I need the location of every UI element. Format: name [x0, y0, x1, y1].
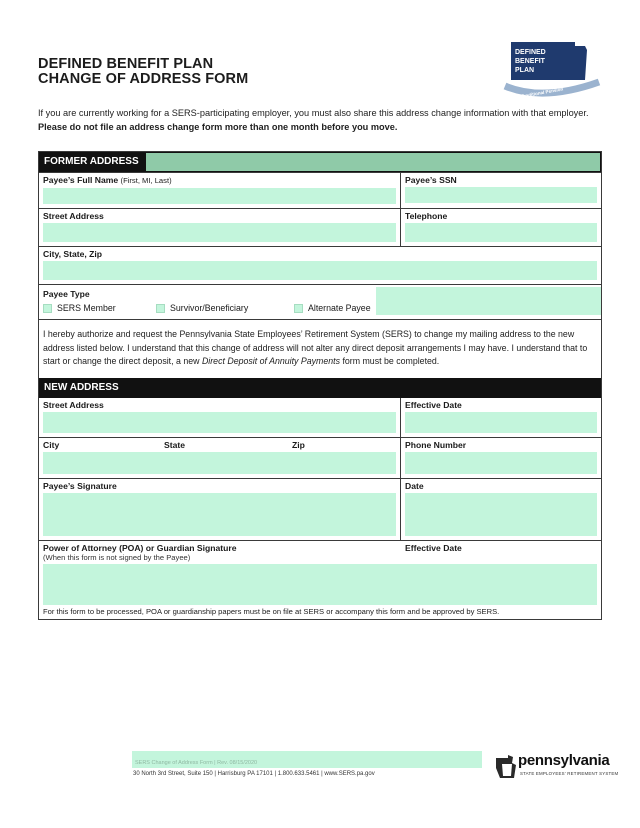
- date-label: Date: [405, 480, 424, 491]
- new-address-heading: NEW ADDRESS: [39, 378, 119, 398]
- form-title: [38, 57, 248, 87]
- signature-label: Payee’s Signature: [43, 480, 117, 491]
- new-zip-label: Zip: [292, 439, 305, 450]
- new-street-label: Street Address: [43, 399, 104, 410]
- logo-line-2: BENEFIT: [515, 58, 545, 65]
- poa-signature-field[interactable]: [43, 564, 597, 605]
- option-alternate-payee[interactable]: [294, 303, 371, 313]
- former-street-label: Street Address: [43, 211, 104, 221]
- former-street-field[interactable]: [43, 223, 396, 242]
- survivor-checkbox[interactable]: [156, 304, 165, 313]
- payee-type-extra-field[interactable]: [376, 287, 601, 315]
- sers-member-label: SERS Member: [57, 303, 116, 313]
- ssn-label: Payee’s SSN: [405, 175, 457, 185]
- payee-type-options: [43, 303, 372, 313]
- new-city-state-zip-field[interactable]: [43, 452, 396, 474]
- survivor-label: Survivor/Beneficiary: [170, 303, 249, 313]
- footer-address: 30 North 3rd Street, Suite 150 | Harrisburg PA 17101 | 1.800.633.5461 | www.SERS.pa.gov: [133, 771, 375, 777]
- ssn-field[interactable]: [405, 187, 597, 203]
- authorization-statement: [39, 319, 601, 378]
- new-address-header: [39, 378, 601, 398]
- poa-label: Power of Attorney (POA) or Guardian Signature: [43, 542, 237, 553]
- former-city-field[interactable]: [43, 261, 597, 280]
- effective-date-field[interactable]: [405, 412, 597, 433]
- logo-line-3: PLAN: [515, 67, 535, 74]
- former-address-heading: FORMER ADDRESS: [39, 152, 146, 172]
- title-line-2: CHANGE OF ADDRESS FORM: [38, 71, 249, 87]
- option-survivor-beneficiary[interactable]: [156, 303, 294, 313]
- date-field[interactable]: [405, 493, 597, 536]
- phone-number-label: Phone Number: [405, 439, 467, 450]
- telephone-label: Telephone: [405, 211, 448, 221]
- defined-benefit-plan-logo: [503, 40, 603, 100]
- title-line-1: DEFINED BENEFIT PLAN: [38, 56, 214, 72]
- logo-line-1: DEFINED: [515, 49, 546, 56]
- address-form: [38, 151, 602, 620]
- sers-subtitle: STATE EMPLOYEES’ RETIREMENT SYSTEM: [520, 771, 619, 776]
- authorization-form-name: Direct Deposit of Annuity Payments: [201, 356, 340, 366]
- sers-member-checkbox[interactable]: [43, 304, 52, 313]
- poa-sublabel: (When this form is not signed by the Payee): [43, 552, 191, 562]
- new-city-label: City: [43, 439, 60, 450]
- full-name-field[interactable]: [43, 188, 396, 204]
- new-state-label: State: [164, 439, 186, 450]
- former-address-header: [39, 152, 601, 172]
- full-name-label: Payee’s Full Name: [43, 175, 119, 185]
- payee-type-label: Payee Type: [43, 289, 90, 299]
- signature-field[interactable]: [43, 493, 396, 536]
- pennsylvania-wordmark: pennsylvania: [518, 752, 610, 769]
- option-sers-member[interactable]: [43, 303, 156, 313]
- full-name-sublabel: (First, MI, Last): [120, 176, 172, 185]
- poa-note: For this form to be processed, POA or guardianship papers must be on file at SERS or accompany this form and be approved by SERS.: [43, 606, 500, 616]
- effective-date-label: Effective Date: [405, 399, 462, 410]
- new-street-field[interactable]: [43, 412, 396, 433]
- authorization-text: I hereby authorize and request the Pennsylvania State Employees’ Retirement System (SERS) to change my mailing address to the new address listed below. I understand that this change of address will not alter any direct deposit arrangements I may have. I understand that to start or change the direct deposit, a new: [43, 329, 588, 366]
- intro-text: If you are currently working for a SERS-participating employer, you must also share this address change information with that employer.: [38, 108, 589, 118]
- logo-tagline: Traditional Pension: [520, 86, 564, 99]
- intro-paragraph: [38, 107, 608, 134]
- telephone-field[interactable]: [405, 223, 597, 242]
- authorization-text-end: form must be completed.: [342, 356, 440, 366]
- footer-form-id-bar: [132, 751, 482, 768]
- alternate-payee-label: Alternate Payee: [308, 303, 371, 313]
- intro-bold-warning: Please do not file an address change form more than one month before you move.: [38, 121, 398, 132]
- alternate-payee-checkbox[interactable]: [294, 304, 303, 313]
- pennsylvania-keystone-icon: [494, 754, 518, 780]
- phone-number-field[interactable]: [405, 452, 597, 474]
- former-city-label: City, State, Zip: [43, 249, 103, 259]
- footer-form-id: SERS Change of Address Form | Rev. 08/15/2020: [135, 760, 258, 766]
- poa-effective-date-label: Effective Date: [405, 542, 462, 553]
